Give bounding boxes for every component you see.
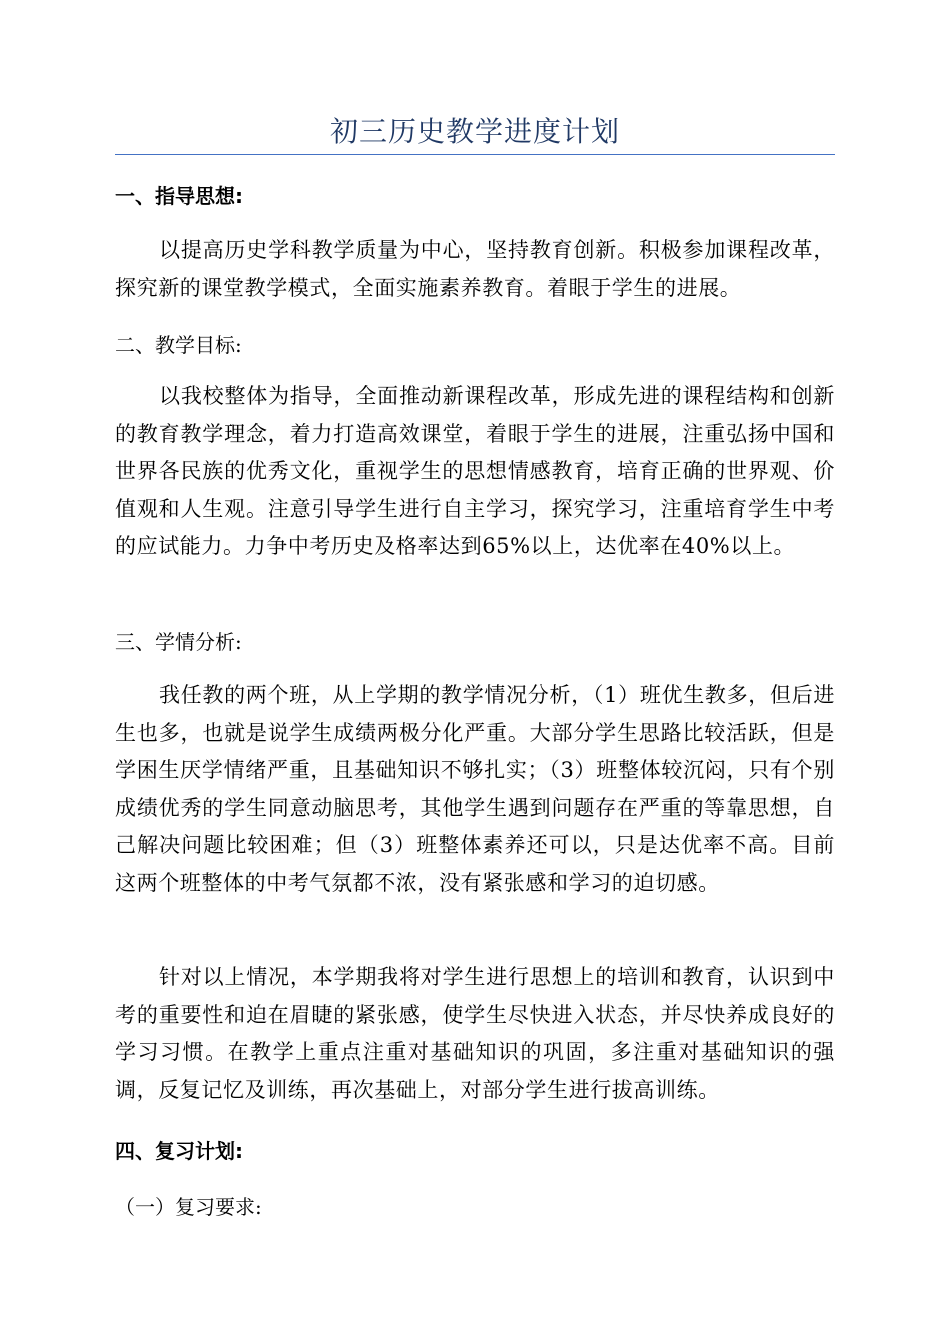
section-paragraph-teaching-goals: 以我校整体为指导，全面推动新课程改革，形成先进的课程结构和创新的教育教学理念，着力打造高效课堂，着眼于学生的进展，注重弘扬中国和世界各民族的优秀文化，重视学生的思想情感教育，培育正确的世界观、价值观和人生观。注意引导学生进行自主学习，探究学习，注重培育学生中考的应试能力。力争中考历史及格率达到65%以上，达优率在40%以上。: [115, 384, 835, 559]
section-paragraph-learning-analysis-2: 针对以上情况，本学期我将对学生进行思想上的培训和教育，认识到中考的重要性和迫在眉睫的紧张感，使学生尽快进入状态，并尽快养成良好的学习习惯。在教学上重点注重对基础知识的巩固，多注重对基础知识的强调，反复记忆及训练，再次基础上，对部分学生进行拔高训练。: [115, 965, 835, 1102]
subheading-review-requirements: （一）复习要求:: [115, 1195, 262, 1219]
document-title: 初三历史教学进度计划: [329, 115, 620, 148]
title-underline: [115, 154, 835, 155]
section-paragraph-guiding-ideology: 以提高历史学科教学质量为中心，坚持教育创新。积极参加课程改革，探究新的课堂教学模式，全面实施素养教育。着眼于学生的进展。: [115, 238, 835, 300]
section-heading-teaching-goals: 二、教学目标:: [115, 333, 242, 357]
section-heading-review-plan: 四、复习计划:: [115, 1139, 243, 1163]
section-paragraph-learning-analysis-1: 我任教的两个班，从上学期的教学情况分析，（1）班优生教多，但后进生也多，也就是说学生成绩两极分化严重。大部分学生思路比较活跃，但是学困生厌学情绪严重，且基础知识不够扎实；（3）班整体较沉闷，只有个别成绩优秀的学生同意动脑思考，其他学生遇到问题存在严重的等靠思想，自己解决问题比较困难；但（3）班整体素养还可以，只是达优率不高。目前这两个班整体的中考气氛都不浓，没有紧张感和学习的迫切感。: [115, 683, 835, 895]
section-heading-learning-analysis: 三、学情分析:: [115, 630, 242, 654]
section-heading-guiding-ideology: 一、指导思想:: [115, 184, 243, 208]
